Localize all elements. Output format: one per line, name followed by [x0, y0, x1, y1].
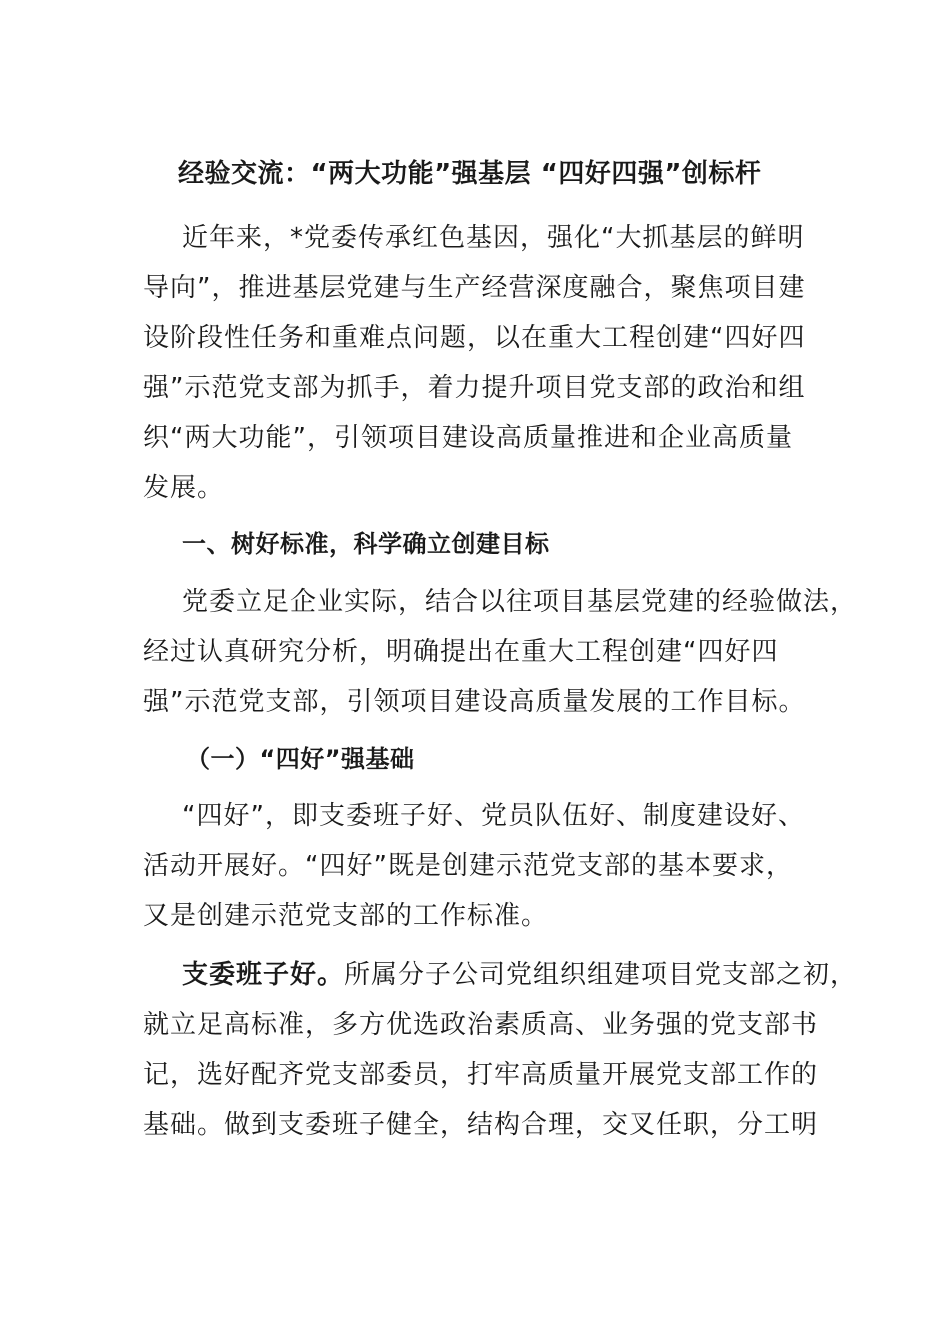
team-paragraph-first-line: 所属分子公司党组织组建项目党支部之初，	[344, 960, 858, 990]
section1-line-2: 经过认真研究分析，明确提出在重大工程创建“四好四	[143, 637, 779, 667]
team-paragraph-line-3: 记，选好配齐党支部委员，打牢高质量开展党支部工作的	[143, 1060, 819, 1090]
subsection-heading: （一）“四好”强基础	[186, 745, 415, 773]
subsection1-line-1: “四好”，即支委班子好、党员队伍好、制度建设好、	[182, 801, 805, 831]
subsection1-line-3: 又是创建示范党支部的工作标准。	[143, 901, 549, 931]
intro-line-2: 导向”，推进基层党建与生产经营深度融合，聚焦项目建	[143, 273, 806, 303]
intro-line-6: 发展。	[143, 473, 225, 503]
intro-line-3: 设阶段性任务和重难点问题，以在重大工程创建“四好四	[143, 323, 806, 353]
section1-line-1: 党委立足企业实际，结合以往项目基层党建的经验做法，	[182, 587, 858, 617]
section-heading: 一、树好标准，科学确立创建目标	[182, 530, 550, 558]
intro-line-4: 强”示范党支部为抓手，着力提升项目党支部的政治和组	[143, 373, 806, 403]
intro-line-1: 近年来，*党委传承红色基因，强化“大抓基层的鲜明	[182, 223, 805, 253]
section1-line-3: 强”示范党支部，引领项目建设高质量发展的工作目标。	[143, 687, 806, 717]
team-paragraph-lead: 支委班子好。	[182, 960, 345, 990]
team-paragraph-line-4: 基础。做到支委班子健全，结构合理，交叉任职，分工明	[143, 1110, 819, 1140]
subsection1-line-2: 活动开展好。“四好”既是创建示范党支部的基本要求，	[143, 851, 793, 881]
document-title: 经验交流：“两大功能”强基层 “四好四强”创标杆	[178, 159, 762, 189]
team-paragraph-line-1	[182, 957, 857, 993]
intro-line-5: 织“两大功能”，引领项目建设高质量推进和企业高质量	[143, 423, 793, 453]
team-paragraph-line-2: 就立足高标准，多方优选政治素质高、业务强的党支部书	[143, 1010, 819, 1040]
